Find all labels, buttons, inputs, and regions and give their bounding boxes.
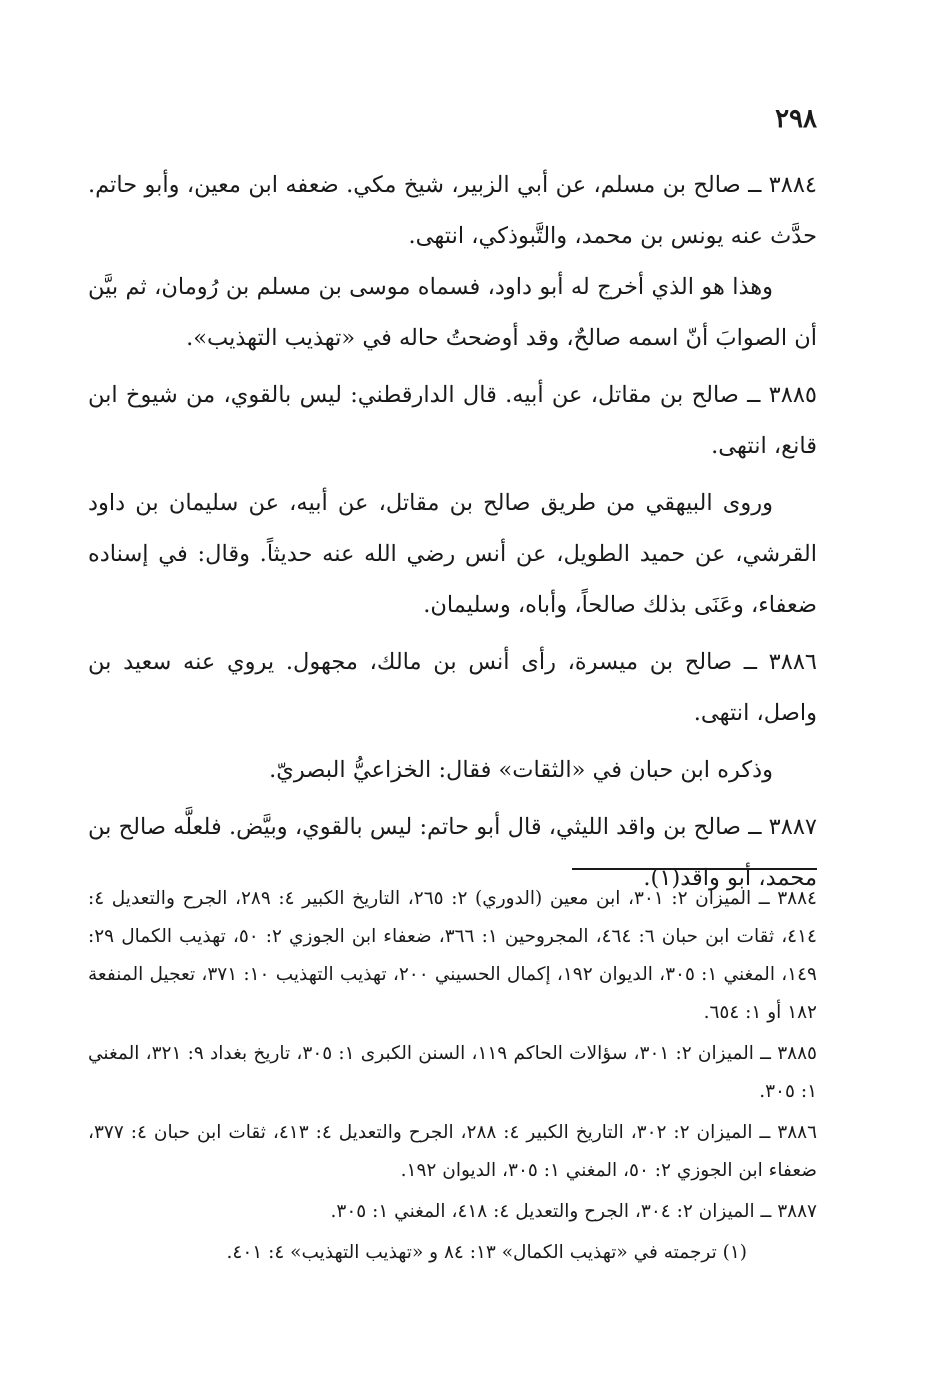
footnote-3884: ٣٨٨٤ ــ الميزان ٢: ٣٠١، ابن معين (الدوري) ٢: ٢٦٥، التاريخ الكبير ٤: ٢٨٩، الجرح والتعديل ٤: ٤١٤، ثقات ابن حبان ٦: ٤٦٤، المجروحين ١: ٣٦٦، ضعفاء ابن الجوزي ٢: ٥٠، تهذيب الكمال ٢٩: ١٤٩، المغني ١: ٣٠٥، الديوان ١٩٢، إكمال الحسيني ٢٠٠، تهذيب التهذيب ١٠: ٣٧١، تعجيل المنفعة ١٨٢ أو ١: ٦٥٤.	[88, 888, 817, 1023]
footnote-separator	[572, 868, 817, 870]
entry-3887: ٣٨٨٧ ــ صالح بن واقد الليثي، قال أبو حاتم: ليس بالقوي، وبيَّض. فلعلَّه صالح بن محمد، أبو واقد(١).	[88, 814, 817, 891]
entry-3884: ٣٨٨٤ ــ صالح بن مسلم، عن أبي الزبير، شيخ مكي. ضعفه ابن معين، وأبو حاتم. حدَّث عنه يونس بن محمد، والتَّبوذكي، انتهى.	[88, 172, 817, 249]
document-page	[88, 0, 817, 1375]
footnote-3887: ٣٨٨٧ ــ الميزان ٢: ٣٠٤، الجرح والتعديل ٤: ٤١٨، المغني ١: ٣٠٥.	[330, 1201, 817, 1222]
entry-3885-note: وروى البيهقي من طريق صالح بن مقاتل، عن أبيه، عن سليمان بن داود القرشي، عن حميد الطويل، عن أنس رضي الله عنه حديثاً. وقال: في إسناده ضعفاء، وعَنَى بذلك صالحاً، وأباه، وسليمان.	[88, 490, 817, 618]
footnote-3886: ٣٨٨٦ ــ الميزان ٢: ٣٠٢، التاريخ الكبير ٤: ٢٨٨، الجرح والتعديل ٤: ٤١٣، ثقات ابن حبان ٤: ٣٧٧، ضعفاء ابن الجوزي ٢: ٥٠، المغني ١: ٣٠٥، الديوان ١٩٢.	[88, 1122, 818, 1181]
entry-3884-note: وهذا هو الذي أخرج له أبو داود، فسماه موسى بن مسلم بن رُومان، ثم بيَّن أن الصوابَ أنّ اسمه صالحٌ، وقد أوضحتُ حاله في «تهذيب التهذيب».	[88, 274, 817, 351]
footnote-3885: ٣٨٨٥ ــ الميزان ٢: ٣٠١، سؤالات الحاكم ١١٩، السنن الكبرى ١: ٣٠٥، تاريخ بغداد ٩: ٣٢١، المغني ١: ٣٠٥.	[88, 1043, 817, 1102]
main-text	[88, 160, 817, 904]
footnotes	[88, 880, 817, 1275]
entry-3885: ٣٨٨٥ ــ صالح بن مقاتل، عن أبيه. قال الدارقطني: ليس بالقوي، من شيوخ ابن قانع، انتهى.	[88, 382, 817, 459]
entry-3886: ٣٨٨٦ ــ صالح بن ميسرة، رأى أنس بن مالك، مجهول. يروي عنه سعيد بن واصل، انتهى.	[88, 649, 817, 726]
entry-3886-note: وذكره ابن حبان في «الثقات» فقال: الخزاعيُّ البصريّ.	[269, 757, 773, 783]
page-number: ٢٩٨	[775, 104, 817, 134]
footnote-1: (١) ترجمته في «تهذيب الكمال» ١٣: ٨٤ و «تهذيب التهذيب» ٤: ٤٠١.	[226, 1242, 747, 1263]
